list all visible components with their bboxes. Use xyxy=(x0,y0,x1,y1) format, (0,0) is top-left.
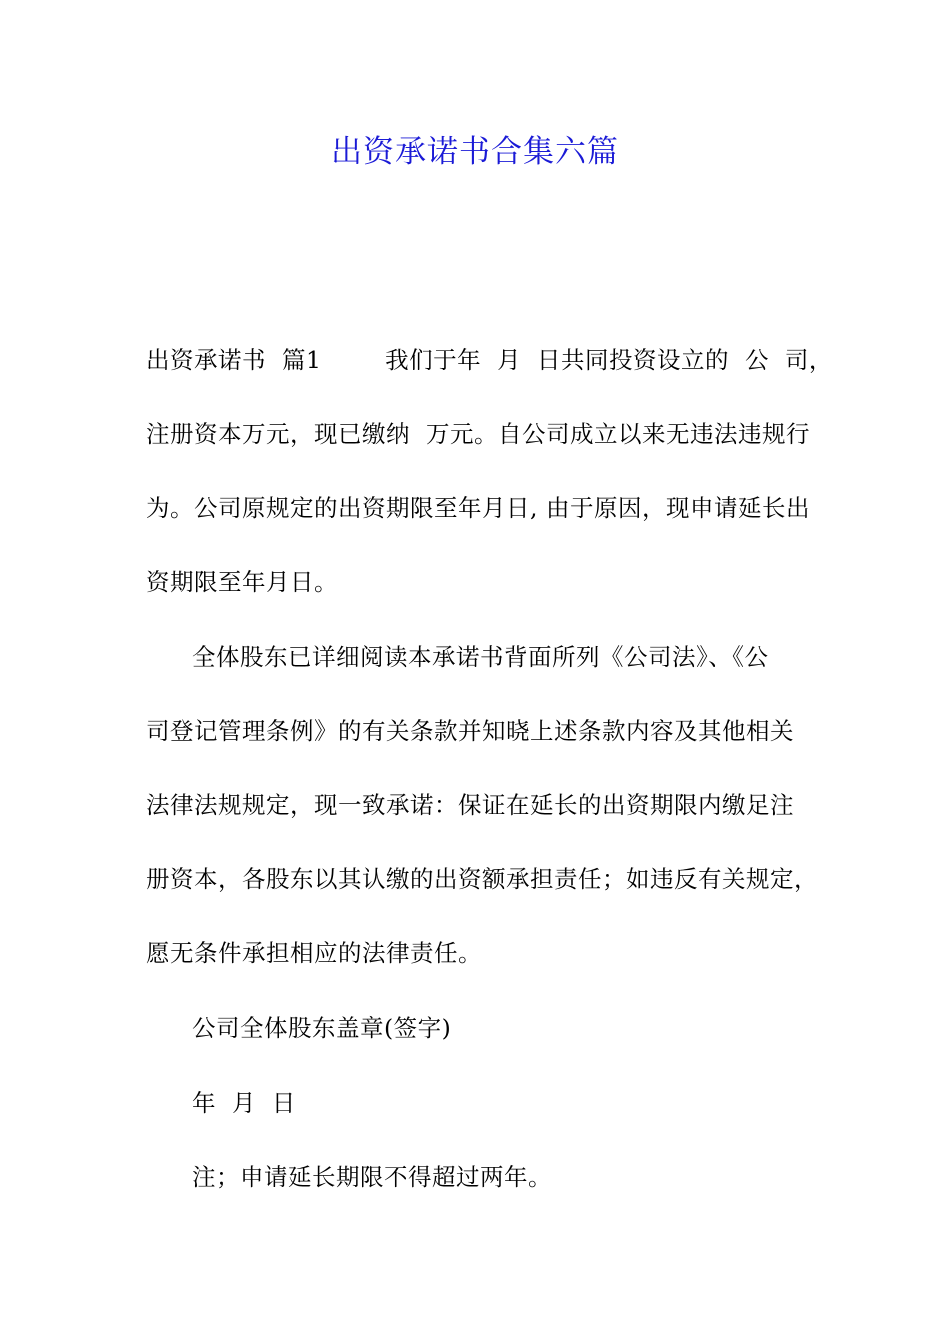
paragraph-line-1: 出资承诺书 篇1 我们于年 月 日共同投资设立的 公 司， xyxy=(146,346,833,374)
note-line: 注；申请延长期限不得超过两年。 xyxy=(192,1163,552,1191)
signature-line: 公司全体股东盖章(签字) xyxy=(192,1014,452,1042)
paragraph-line-5: 全体股东已详细阅读本承诺书背面所列《公司法》、《公 xyxy=(192,643,769,671)
paragraph-line-6: 司登记管理条例》的有关条款并知晓上述条款内容及其他相关 xyxy=(146,717,794,745)
paragraph-line-7: 法律法规规定，现一致承诺：保证在延长的出资期限内缴足注 xyxy=(146,791,794,819)
paragraph-line-2: 注册资本万元，现已缴纳 万元。自公司成立以来无违法违规行 xyxy=(146,420,810,448)
paragraph-line-8: 册资本，各股东以其认缴的出资额承担责任；如违反有关规定， xyxy=(146,865,818,893)
document-title: 出资承诺书合集六篇 xyxy=(331,134,619,170)
paragraph-line-3: 为。公司原规定的出资期限至年月日, 由于原因，现申请延长出 xyxy=(146,494,810,522)
paragraph-line-4: 资期限至年月日。 xyxy=(146,568,338,596)
paragraph-line-9: 愿无条件承担相应的法律责任。 xyxy=(146,939,482,967)
date-line: 年 月 日 xyxy=(192,1089,296,1117)
